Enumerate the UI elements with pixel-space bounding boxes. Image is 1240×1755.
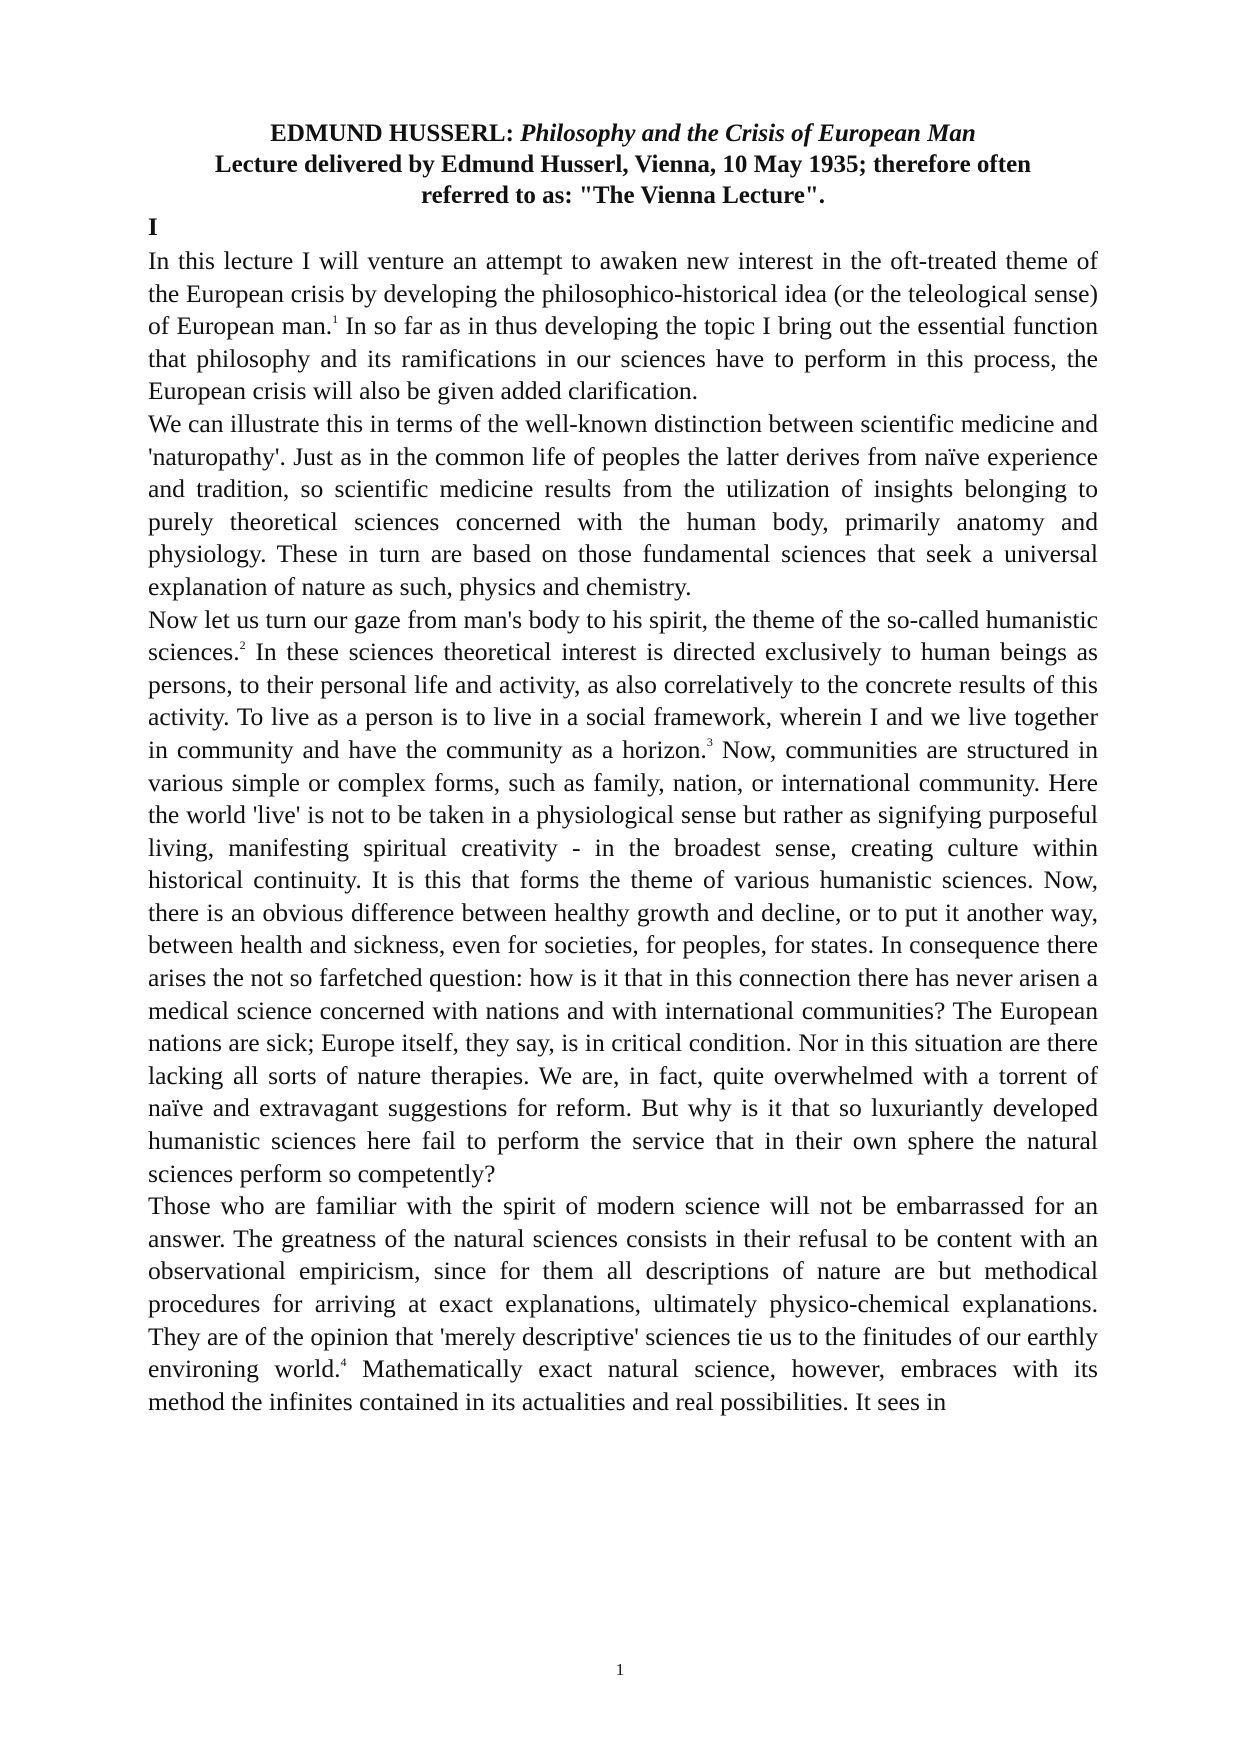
- page-number: 1: [615, 1660, 625, 1679]
- paragraph-text: Now, communities are structured in various simple or complex forms, such as family, nation, or international community. Here the world 'live' is not to be taken in a physiological sense but rather as signifying purposeful living, manifesting spiritual creativity - in the broadest sense, creating culture within historical continuity. It is this that forms the theme of various humanistic sciences. Now, there is an obvious difference between healthy growth and decline, or to put it another way, between health and sickness, even for societies, for peoples, for states. In consequence there arises the not so farfetched question: how is it that in this connection there has never arisen a medical science concerned with nations and with international communities? The European nations are sick; Europe itself, they say, is in critical condition. Nor in this situation are there lacking all sorts of nature therapies. We are, in fact, quite overwhelmed with a torrent of naïve and extravagant suggestions for reform. But why is it that so luxuriantly developed humanistic sciences here fail to perform the service that in their own sphere the natural sciences perform so competently?: [148, 734, 1098, 1188]
- footnote-marker[interactable]: 1: [332, 311, 339, 326]
- section-heading: I: [148, 214, 158, 241]
- paragraph: [148, 245, 1098, 408]
- title-block: [148, 118, 1098, 211]
- paragraph-text: In this lecture I will venture an attempt to awaken new interest in the oft-treated theme of the European crisis by developing the philosophico-historical idea (or the teleological sense) of European man.: [148, 246, 1098, 341]
- paragraph-text: Those who are familiar with the spirit of modern science will not be embarrassed for an answer. The greatness of the natural sciences consists in their refusal to be content with an observational empiricism, since for them all descriptions of nature are but methodical procedures for arriving at exact explanations, ultimately physico-chemical explanations. They are of the opinion that 'merely descriptive' sciences tie us to the finitudes of our earthly environing world.: [148, 1191, 1098, 1384]
- paragraph: [148, 604, 1098, 1191]
- paragraph: [148, 1190, 1098, 1418]
- subtitle-line-2: referred to as: "The Vienna Lecture".: [420, 182, 826, 209]
- paragraph-text: Now let us turn our gaze from man's body to his spirit, the theme of the so-called humanistic sciences.: [148, 604, 1098, 667]
- footnote-marker[interactable]: 3: [706, 735, 713, 750]
- paragraph-text: In so far as in thus developing the topic I bring out the essential function that philosophy and its ramifications in our sciences have to perform in this process, the European crisis will also be given added clarification.: [148, 311, 1098, 406]
- title-line: [148, 118, 1098, 149]
- title-work: Philosophy and the Crisis of European Man: [520, 120, 976, 147]
- body-text: [148, 245, 1098, 1418]
- title-author: EDMUND HUSSERL:: [270, 120, 514, 147]
- paragraph-text: In these sciences theoretical interest is directed exclusively to human beings as persons, to their personal life and activity, as also correlatively to the concrete results of this activity. To live as a person is to live in a social framework, wherein I and we live together in community and have the community as a horizon.: [148, 637, 1098, 764]
- paragraph-text: We can illustrate this in terms of the well-known distinction between scientific medicine and 'naturopathy'. Just as in the common life of peoples the latter derives from naïve experience and tradition, so scientific medicine results from the utilization of insights belonging to purely theoretical sciences concerned with the human body, primarily anatomy and physiology. These in turn are based on those fundamental sciences that seek a universal explanation of nature as such, physics and chemistry.: [148, 408, 1098, 601]
- document-page: [148, 118, 1098, 1418]
- footnote-marker[interactable]: 4: [340, 1354, 347, 1369]
- paragraph: [148, 408, 1098, 604]
- footnote-marker[interactable]: 2: [239, 637, 246, 652]
- paragraph-text: Mathematically exact natural science, however, embraces with its method the infinites contained in its actualities and real possibilities. It sees in: [148, 1354, 1098, 1416]
- subtitle-line-1: Lecture delivered by Edmund Husserl, Vienna, 10 May 1935; therefore often: [214, 151, 1032, 178]
